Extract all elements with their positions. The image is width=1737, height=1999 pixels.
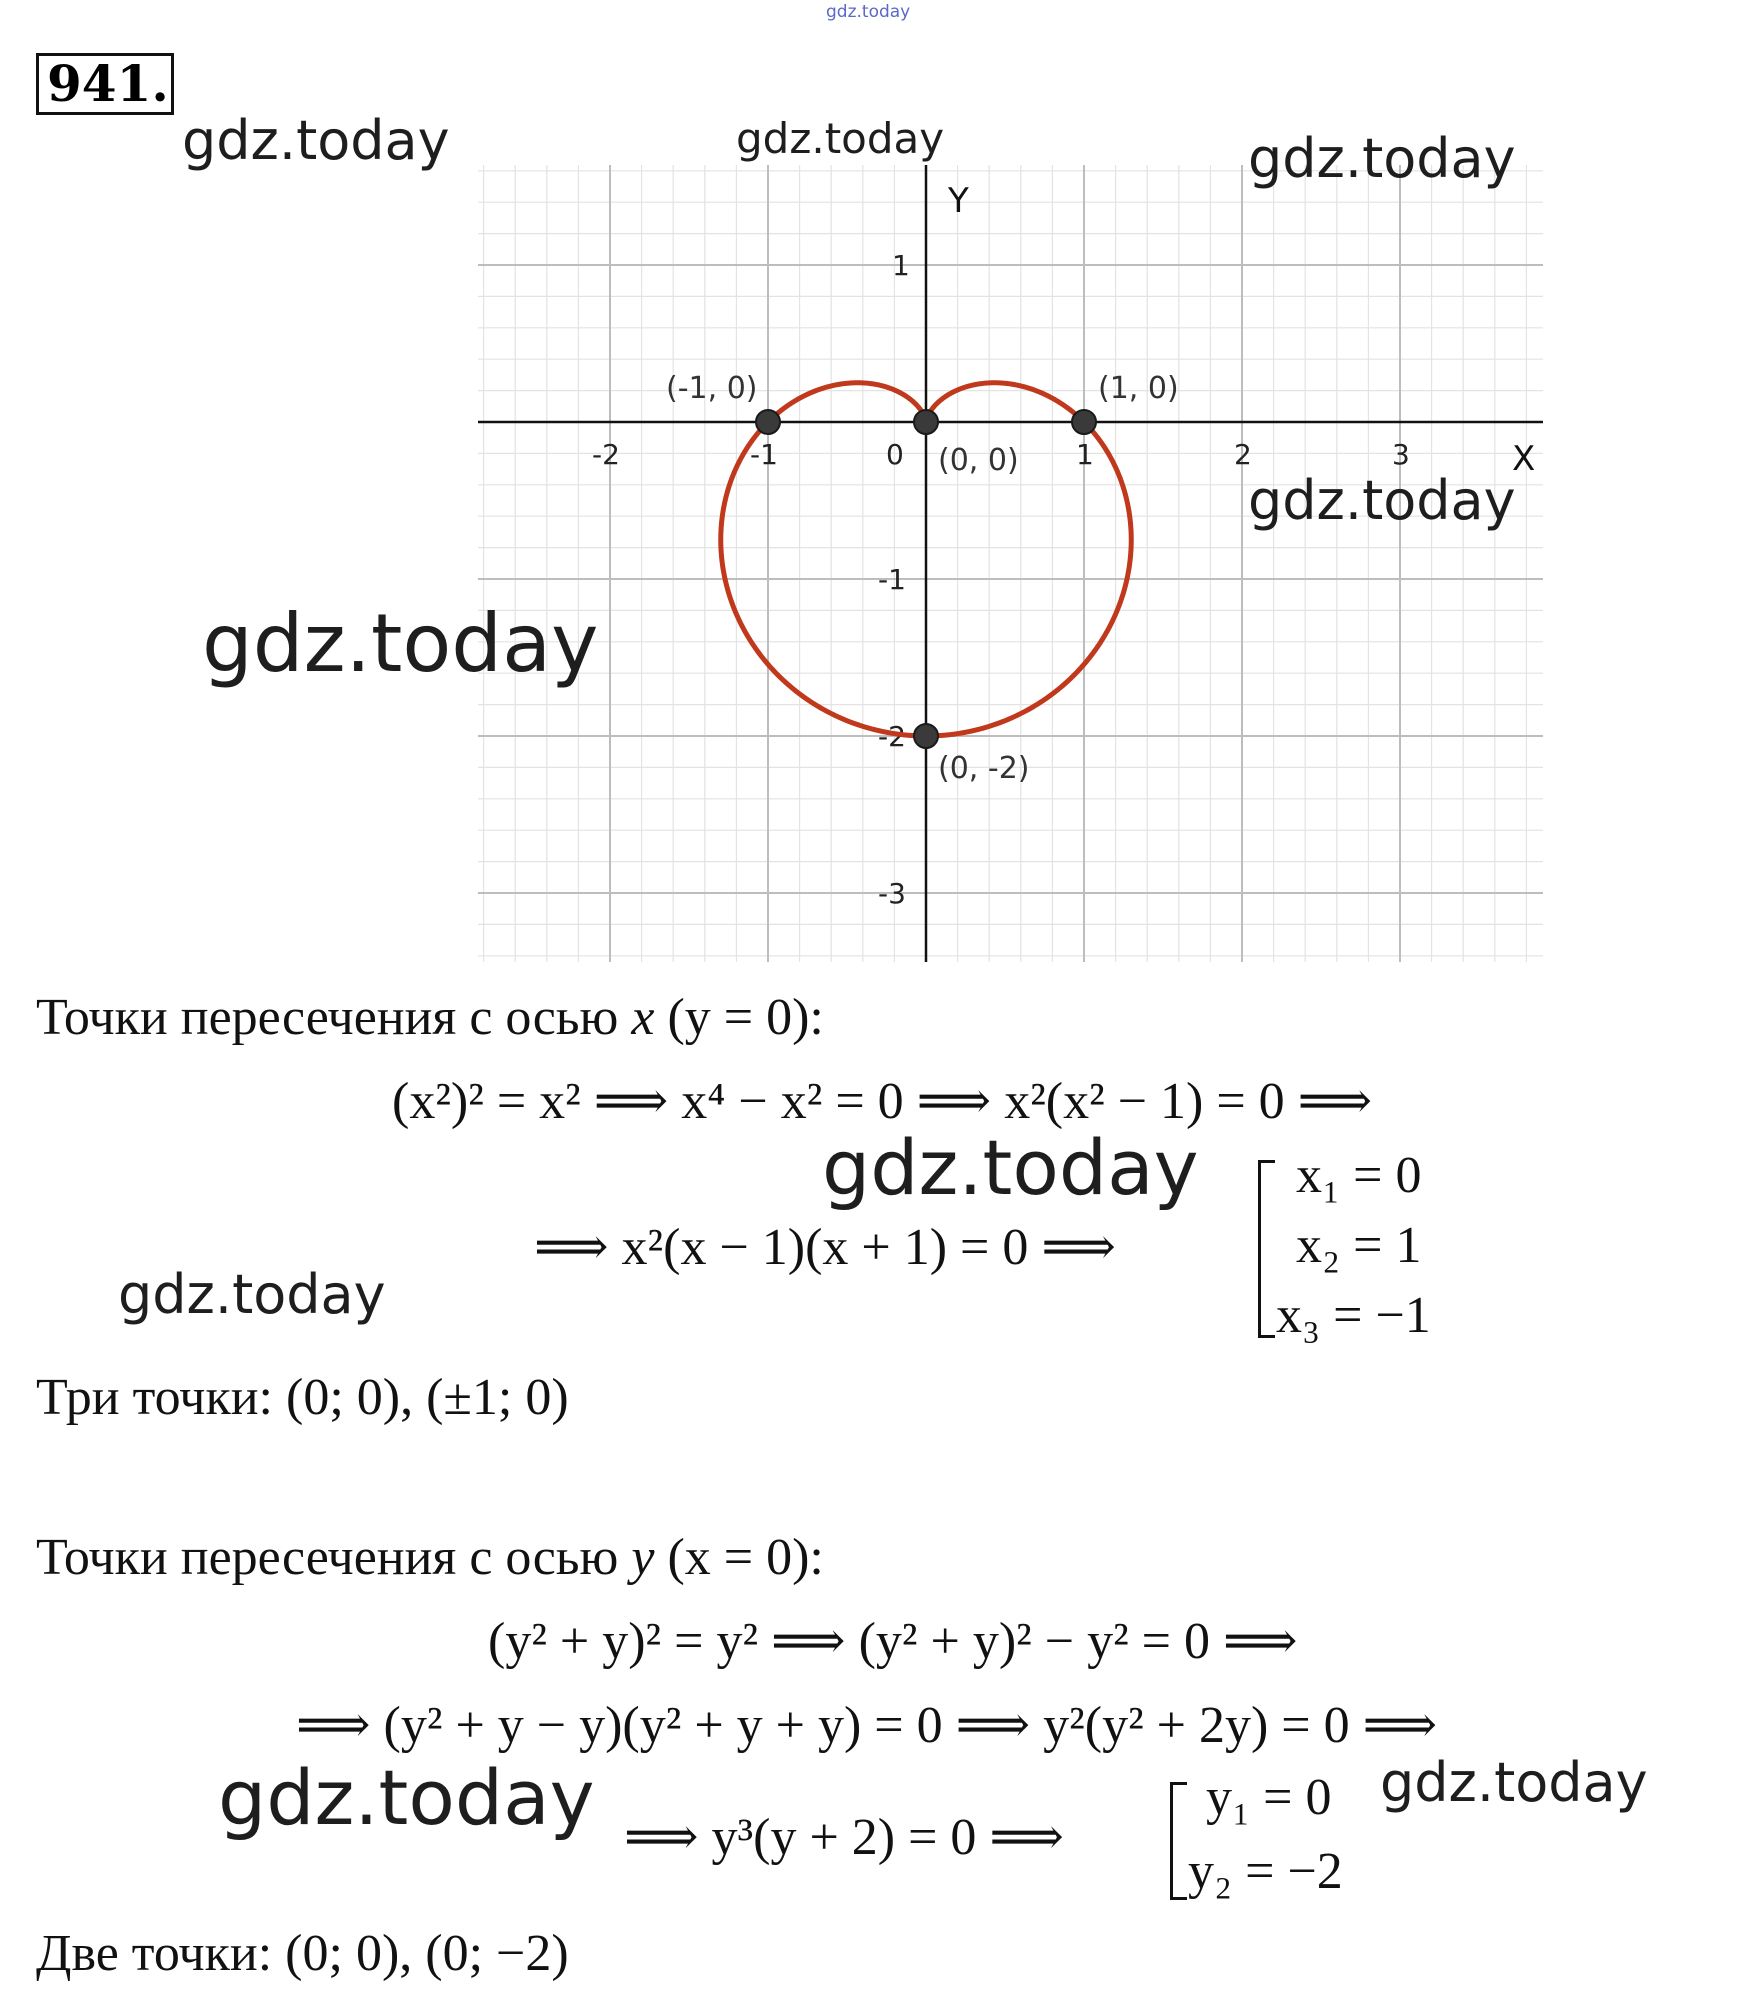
y-axis-label: Y [948, 181, 969, 221]
grid-minor [478, 165, 1543, 962]
section-y-heading-text: Точки пересечения с осью [36, 1529, 632, 1586]
section-y-eq1: (y² + y)² = y² ⟹ (y² + y)² − y² = 0 ⟹ [488, 1613, 1298, 1670]
watermark-small: gdz.today [826, 2, 911, 22]
point-marker [756, 410, 780, 434]
section-y-eq3: ⟹ y³(y + 2) = 0 ⟹ [624, 1809, 1064, 1866]
point-label: (-1, 0) [666, 371, 758, 406]
point-label: (0, 0) [938, 443, 1019, 478]
section-x-root-2: x₂ = 1 [1296, 1217, 1422, 1274]
watermark-9: gdz.today [1380, 1751, 1648, 1814]
watermark-8: gdz.today [218, 1753, 595, 1842]
watermark-2: gdz.today [736, 114, 945, 163]
y-tick-label: -2 [878, 720, 906, 753]
section-y-root-2: y₂ = −2 [1188, 1843, 1343, 1900]
section-y-root-1: y₁ = 0 [1206, 1769, 1332, 1826]
section-y-heading [36, 1529, 824, 1586]
y-tick-label: -3 [878, 877, 906, 910]
section-y-summary: Две точки: (0; 0), (0; −2) [36, 1925, 569, 1982]
section-x-bracket [1258, 1160, 1275, 1338]
section-x-eq2: ⟹ x²(x − 1)(x + 1) = 0 ⟹ [534, 1219, 1116, 1276]
point-marker [914, 410, 938, 434]
section-x-eq1: (x²)² = x² ⟹ x⁴ − x² = 0 ⟹ x²(x² − 1) = 0 ⟹ [392, 1073, 1373, 1130]
watermark-1: gdz.today [182, 109, 450, 172]
section-x-heading-var: x [631, 989, 655, 1046]
section-x-heading [36, 989, 824, 1046]
point-label: (1, 0) [1098, 371, 1179, 406]
x-tick-label: -1 [750, 438, 778, 471]
y-tick-label: 1 [892, 249, 910, 282]
section-x-heading-cond: (y = 0): [654, 989, 824, 1046]
x-tick-label: 2 [1234, 438, 1252, 471]
x-axis-label: X [1512, 439, 1536, 479]
section-y-bracket [1170, 1782, 1187, 1900]
watermark-3: gdz.today [1248, 127, 1516, 190]
x-tick-label: 3 [1392, 438, 1410, 471]
problem-number: 941. [36, 53, 174, 115]
section-y-heading-var: y [631, 1529, 655, 1586]
section-x-root-3: x₃ = −1 [1276, 1287, 1431, 1344]
watermark-6: gdz.today [822, 1123, 1199, 1212]
point-marker [914, 724, 938, 748]
y-tick-label: -1 [878, 563, 906, 596]
section-y-eq2: ⟹ (y² + y − y)(y² + y + y) = 0 ⟹ y²(y² + 2y) = 0 ⟹ [296, 1697, 1438, 1754]
section-x-heading-text: Точки пересечения с осью [36, 989, 632, 1046]
section-x-summary: Три точки: (0; 0), (±1; 0) [36, 1369, 569, 1426]
origin-label: 0 [886, 438, 904, 471]
watermark-4: gdz.today [1248, 469, 1516, 532]
section-y-heading-cond: (x = 0): [654, 1529, 824, 1586]
point-marker [1072, 410, 1096, 434]
point-label: (0, -2) [938, 751, 1030, 786]
grid-major [478, 165, 1543, 962]
section-x-root-1: x₁ = 0 [1296, 1147, 1422, 1204]
watermark-7: gdz.today [118, 1263, 386, 1326]
x-tick-label: 1 [1076, 438, 1094, 471]
x-tick-label: -2 [592, 438, 620, 471]
watermark-5: gdz.today [202, 597, 599, 690]
